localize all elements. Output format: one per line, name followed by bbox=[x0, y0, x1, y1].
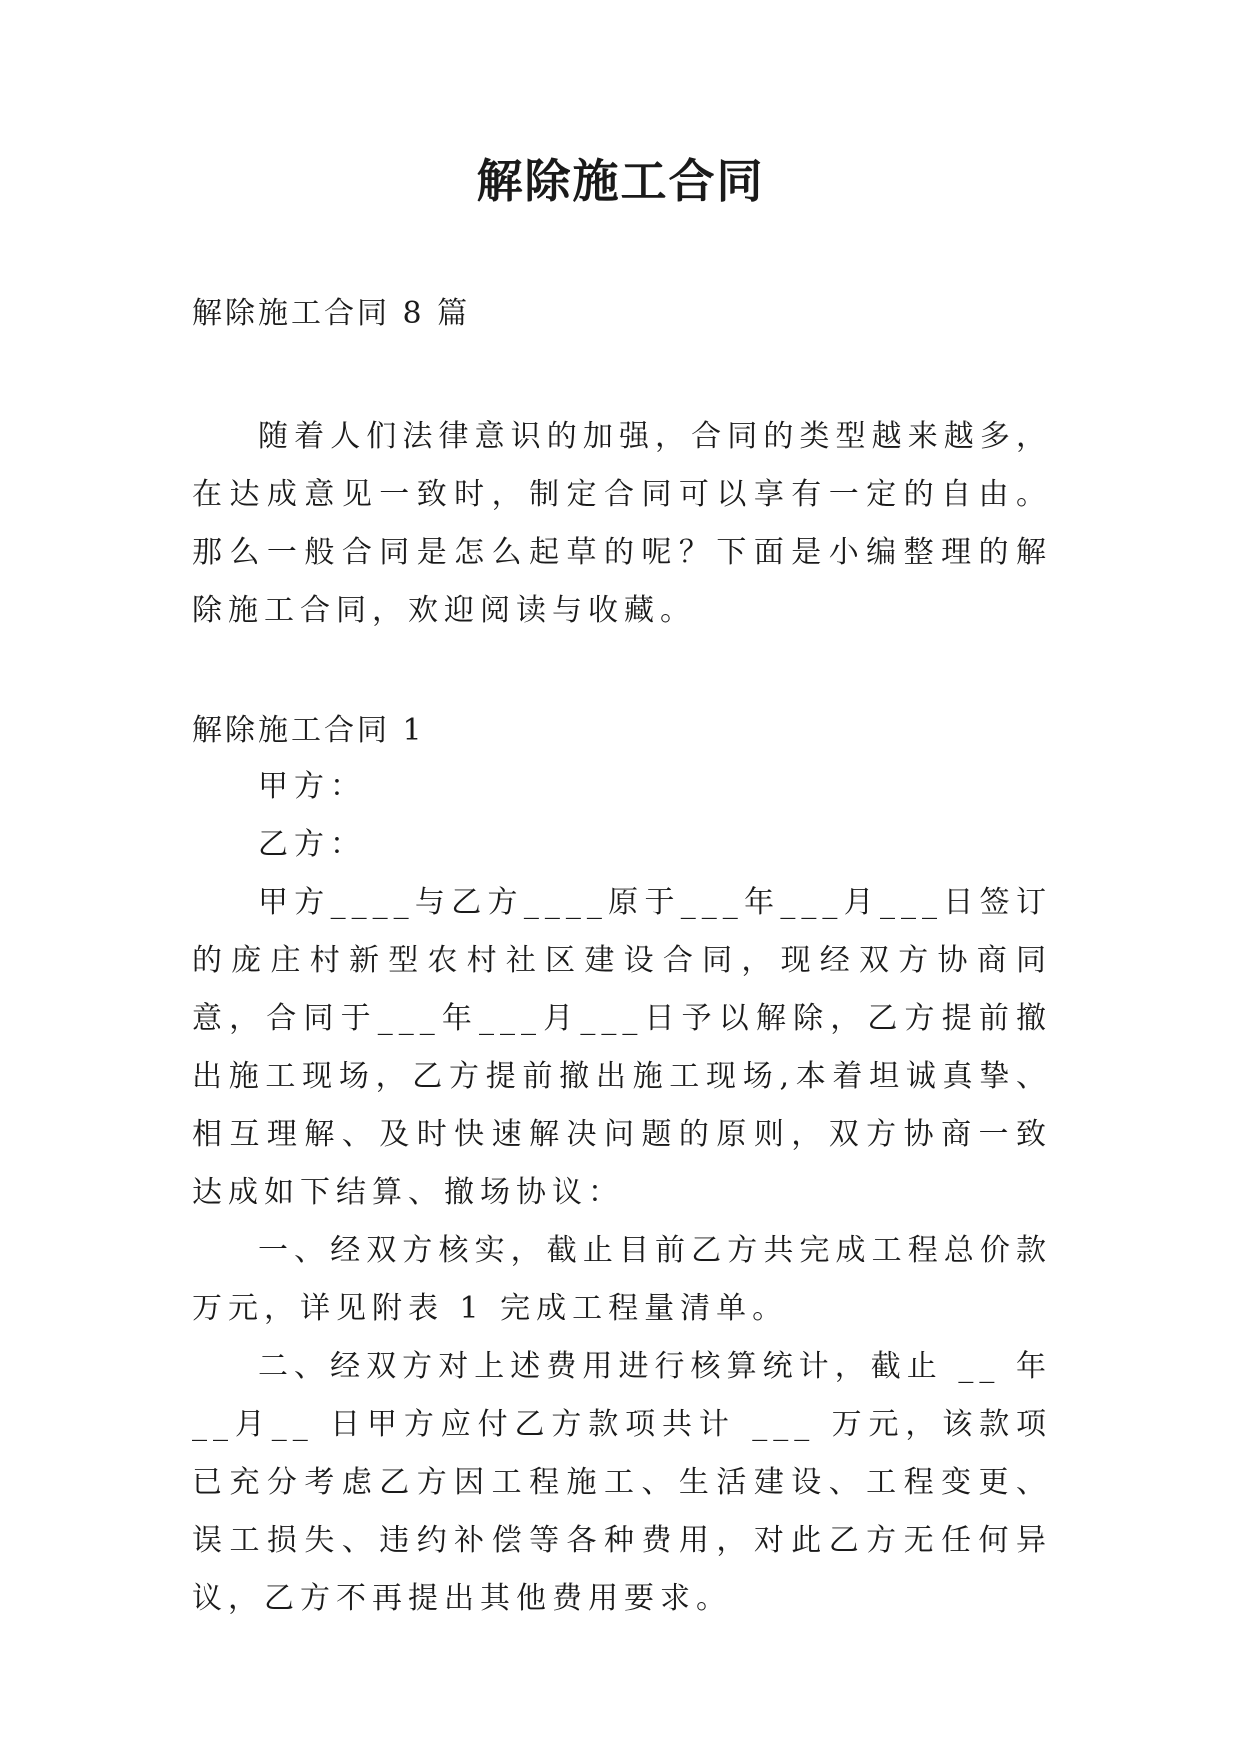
contract-paragraph: 一、经双方核实，截止目前乙方共完成工程总价款 万元，详见附表 1 完成工程量清单。 bbox=[192, 1233, 1052, 1326]
contract-paragraph: 甲方____与乙方____原于___年___月___日签订的庞庄村新型农村社区建设合同，现经双方协商同意，合同于___年___月___日予以解除，乙方提前撤出施工现场，乙方提前撤出施工现场,本着坦诚真挚、相互理解、及时快速解决问题的原则，双方协商一致达成如下结算、撤场协议： bbox=[192, 885, 1052, 1210]
contract-body bbox=[192, 758, 1052, 1628]
document-title: 解除施工合同 bbox=[476, 154, 765, 208]
section-heading: 解除施工合同 1 bbox=[192, 713, 425, 748]
party-a-line: 甲方： bbox=[258, 769, 366, 804]
contract-paragraph: 二、经双方对上述费用进行核算统计，截止 __ 年__月__ 日甲方应付乙方款项共计 ___ 万元，该款项已充分考虑乙方因工程施工、生活建设、工程变更、误工损失、违约补偿等各种费用，对此乙方无任何异议，乙方不再提出其他费用要求。 bbox=[192, 1349, 1052, 1616]
document-subtitle: 解除施工合同 8 篇 bbox=[192, 296, 471, 331]
party-b-line: 乙方： bbox=[258, 827, 366, 862]
intro-paragraph: 随着人们法律意识的加强，合同的类型越来越多，在达成意见一致时，制定合同可以享有一定的自由。那么一般合同是怎么起草的呢？下面是小编整理的解除施工合同，欢迎阅读与收藏。 bbox=[192, 419, 1052, 628]
